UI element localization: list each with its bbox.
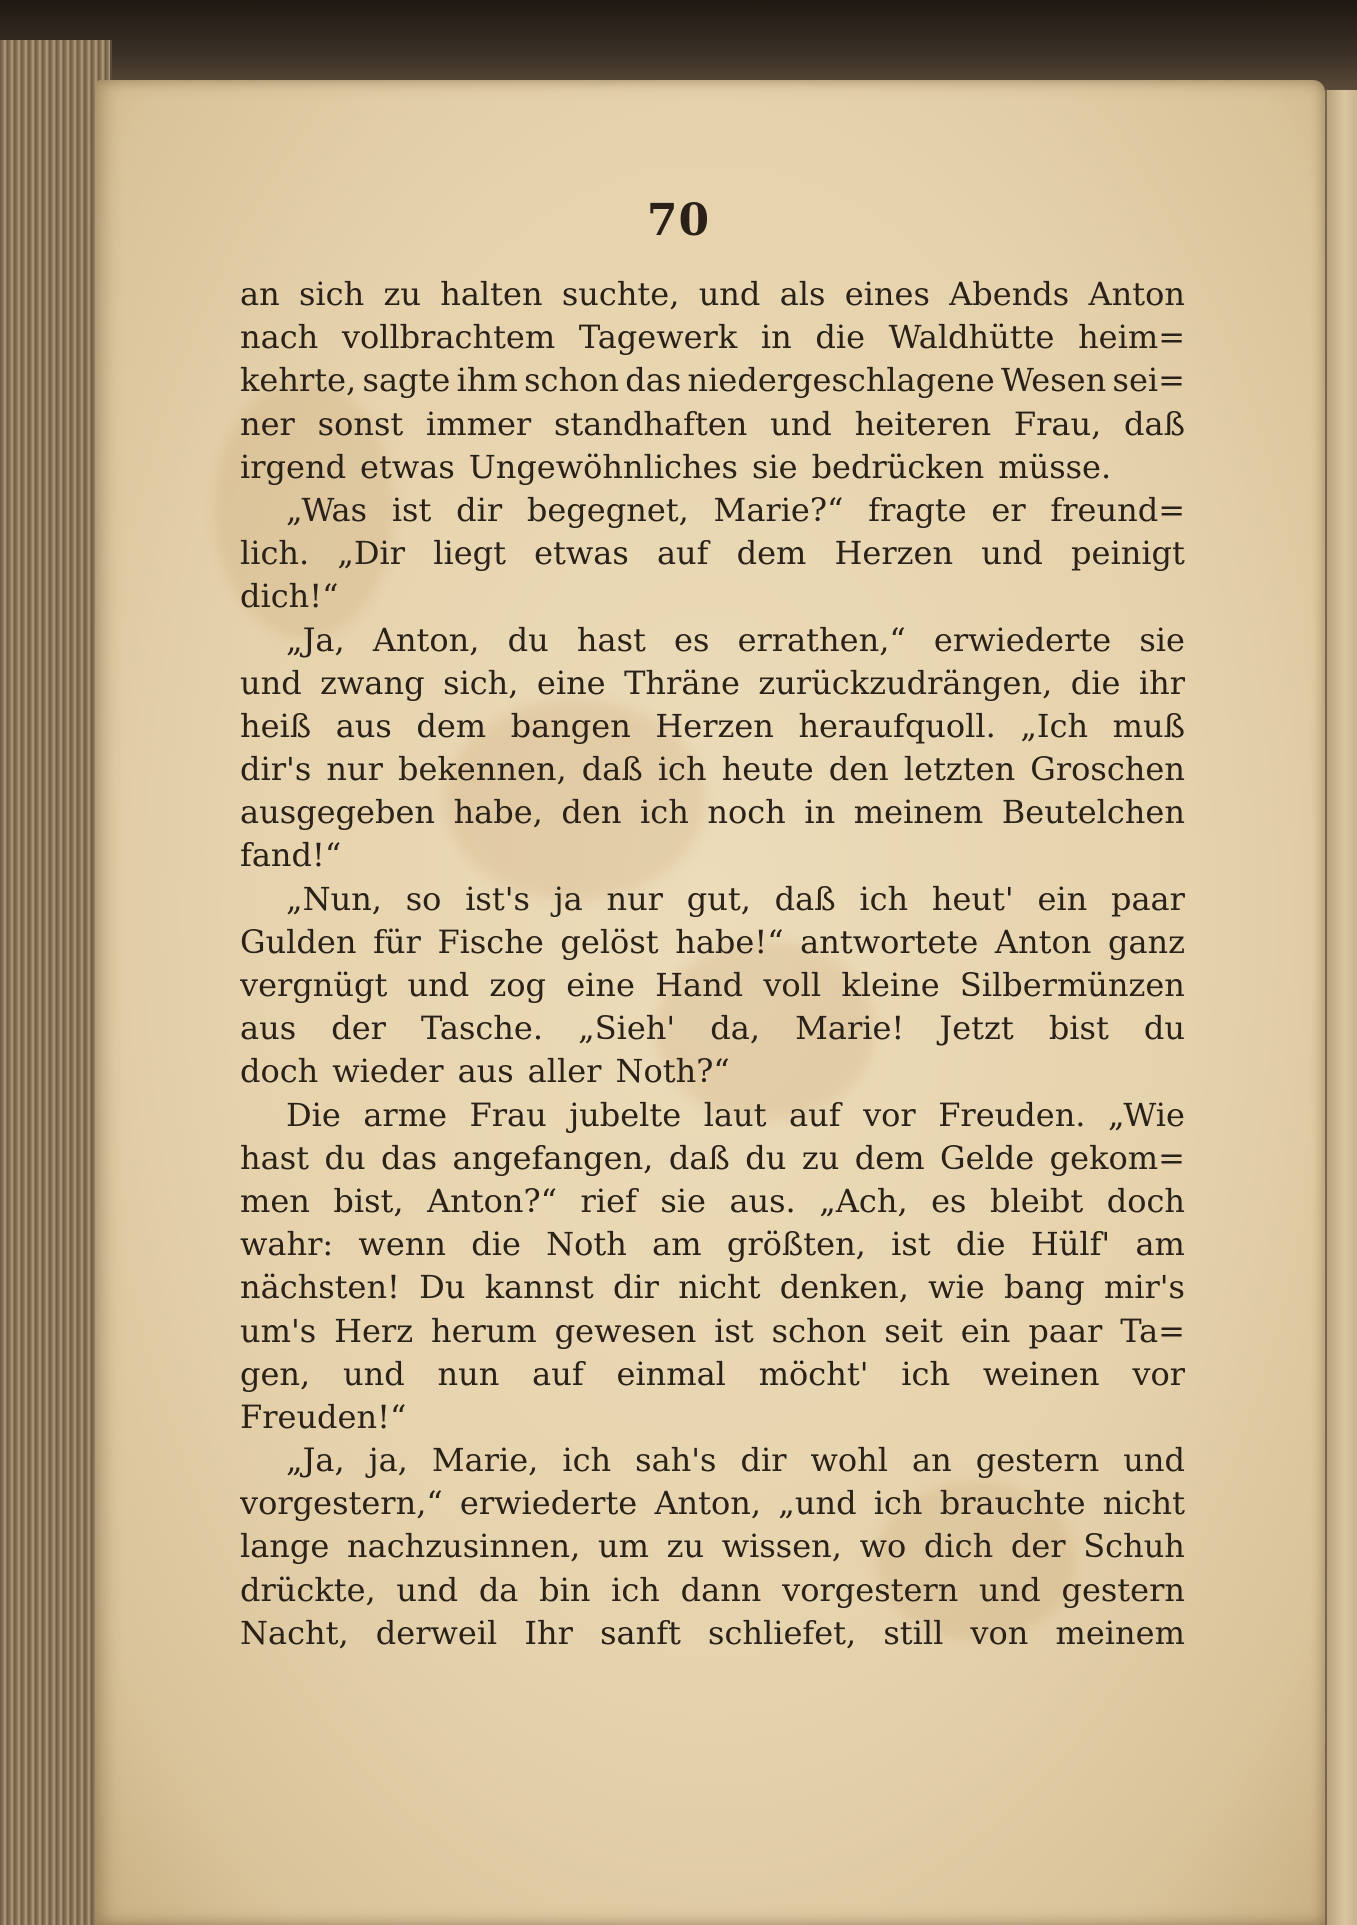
word: vollbrachtem — [341, 318, 556, 357]
word: den — [828, 750, 889, 789]
word: eine — [566, 966, 635, 1004]
word: auf — [789, 1095, 841, 1134]
text-line — [240, 966, 1185, 1009]
word: Noth — [546, 1225, 627, 1264]
word: Fische — [437, 922, 544, 961]
word: Anton — [994, 922, 1092, 961]
word: angefangen, — [452, 1138, 654, 1177]
word: dir — [740, 1441, 787, 1480]
word: heim= — [1078, 318, 1185, 357]
text-line — [240, 1009, 1185, 1052]
word: Du — [419, 1268, 466, 1307]
word: Herzen — [655, 706, 774, 745]
word: gewesen — [554, 1311, 697, 1350]
word: bedrücken — [811, 447, 985, 486]
word: bleibt — [989, 1181, 1084, 1220]
word: bin — [539, 1570, 591, 1609]
word: peinigt — [1071, 534, 1185, 573]
word: nur — [326, 750, 383, 789]
word: Thräne — [624, 663, 740, 702]
text-line — [240, 1614, 1185, 1657]
word: Gelde — [940, 1138, 1035, 1177]
word: sonst — [317, 404, 404, 443]
word: sie — [1139, 620, 1185, 659]
word: mir's — [1103, 1268, 1185, 1307]
text-line — [240, 1182, 1185, 1225]
word: für — [373, 922, 421, 961]
word: Waldhütte — [888, 318, 1055, 357]
word: paar — [1110, 879, 1185, 918]
word: dich!“ — [240, 577, 339, 616]
word: schon — [771, 1311, 867, 1350]
word: ich — [640, 793, 689, 832]
word: vorgestern — [782, 1570, 959, 1609]
word: heiteren — [854, 404, 992, 443]
text-line — [240, 405, 1185, 448]
word: am — [1135, 1225, 1185, 1264]
word: der — [1010, 1527, 1066, 1566]
word: freund= — [1050, 490, 1185, 529]
text-line — [240, 1312, 1185, 1355]
word: Frau — [469, 1095, 547, 1134]
text-line — [240, 1355, 1185, 1398]
word: Ta= — [1120, 1311, 1185, 1350]
word: ja, — [368, 1441, 408, 1480]
word: ner — [240, 404, 295, 443]
word: sei= — [1112, 361, 1185, 400]
text-line — [240, 707, 1185, 750]
word: halten — [440, 275, 543, 313]
text-line — [240, 1441, 1185, 1484]
word: Ihr — [524, 1613, 573, 1652]
word: ein — [960, 1311, 1011, 1350]
word: hast — [576, 620, 646, 659]
word: dir — [612, 1268, 659, 1307]
word: meinem — [1055, 1613, 1185, 1652]
word: vor — [863, 1095, 916, 1134]
word: aus — [457, 1052, 514, 1091]
word: aller — [527, 1052, 602, 1091]
word: nach — [240, 318, 319, 357]
word: wenn — [358, 1225, 446, 1264]
word: liegt — [433, 534, 506, 573]
word: erwiederte — [459, 1484, 638, 1523]
word: Beutelchen — [1001, 793, 1185, 832]
word: bist, — [333, 1181, 404, 1220]
word: „Nun, — [286, 879, 382, 918]
word: ist — [391, 490, 432, 529]
text-line — [240, 836, 1185, 879]
word: dir — [456, 490, 503, 529]
word: und — [1123, 1441, 1185, 1480]
word: ihm — [456, 361, 518, 400]
word: in — [760, 318, 792, 357]
word: Wesen — [1001, 361, 1107, 400]
word: Hülf' — [1030, 1225, 1111, 1264]
word: die — [955, 1225, 1006, 1264]
word: fragte — [868, 490, 967, 529]
word: habe!“ — [675, 922, 784, 961]
word: da, — [710, 1009, 761, 1048]
word: lich. — [240, 534, 310, 573]
text-line — [240, 750, 1185, 793]
word: wissen, — [721, 1527, 842, 1566]
text-line — [240, 577, 1185, 620]
word: sanft — [600, 1613, 681, 1652]
word: errathen,“ — [737, 620, 906, 659]
word: Gulden — [240, 922, 357, 961]
word: ist — [891, 1225, 931, 1264]
word: paar — [1028, 1311, 1103, 1350]
word: das — [381, 1138, 438, 1177]
word: suchte, — [561, 275, 680, 313]
text-line — [240, 1571, 1185, 1614]
word: auf — [532, 1354, 584, 1393]
word: hast — [240, 1138, 309, 1177]
word: Tagewerk — [578, 318, 738, 357]
word: gen, — [240, 1354, 311, 1393]
word: aus. — [729, 1181, 796, 1220]
word: ich — [901, 1354, 951, 1393]
word: Schuh — [1083, 1527, 1185, 1566]
word: Frau, — [1013, 404, 1102, 443]
word: Abends — [949, 275, 1070, 313]
word: dem — [854, 1138, 925, 1177]
word: Anton — [1088, 275, 1185, 313]
word: bang — [1003, 1268, 1085, 1307]
word: vorgestern,“ — [240, 1484, 443, 1523]
word: in — [804, 793, 836, 832]
word: fand!“ — [240, 836, 342, 875]
word: Freuden!“ — [240, 1397, 407, 1436]
word: und — [407, 966, 470, 1004]
word: kleine — [841, 966, 940, 1004]
word: die — [815, 318, 865, 357]
word: noch — [707, 793, 786, 832]
word: ich — [873, 1484, 923, 1523]
word: doch — [1106, 1181, 1185, 1220]
word: ein — [1037, 879, 1088, 918]
word: Herz — [334, 1311, 414, 1350]
word: Herzen — [834, 534, 954, 573]
word: Marie?“ — [713, 490, 844, 529]
word: ja — [553, 879, 583, 918]
word: ausgegeben — [240, 793, 435, 832]
word: zu — [383, 275, 421, 313]
word: an — [240, 275, 280, 313]
word: Freuden. — [938, 1095, 1086, 1134]
word: immer — [426, 404, 532, 443]
word: ist's — [465, 879, 530, 918]
word: letzten — [903, 750, 1016, 789]
word: dich — [923, 1527, 994, 1566]
text-line — [240, 880, 1185, 923]
word: aus — [335, 706, 392, 745]
word: und — [240, 663, 302, 702]
word: nachzusinnen, — [347, 1527, 581, 1566]
word: schliefet, — [708, 1613, 857, 1652]
word: ist — [714, 1311, 754, 1350]
word: und — [343, 1354, 405, 1393]
text-line — [240, 664, 1185, 707]
word: da — [478, 1570, 519, 1609]
word: sagte — [362, 361, 451, 400]
word: der — [331, 1009, 386, 1048]
word: du — [507, 620, 549, 659]
word: ich — [657, 750, 707, 789]
word: derweil — [375, 1613, 498, 1652]
word: Jetzt — [939, 1009, 1014, 1048]
word: heut' — [931, 879, 1014, 918]
page-number: 70 — [646, 195, 711, 246]
word: sie — [660, 1181, 706, 1220]
word: zu — [801, 1138, 840, 1177]
word: jubelte — [569, 1095, 682, 1134]
text-line — [240, 318, 1185, 361]
word: heraufquoll. — [798, 706, 996, 745]
body-text — [240, 275, 1185, 1657]
word: „Wie — [1107, 1095, 1185, 1134]
word: „Sieh' — [578, 1009, 676, 1048]
word: irgend — [240, 447, 347, 486]
word: du — [324, 1138, 366, 1177]
text-line — [240, 923, 1185, 966]
text-line — [240, 621, 1185, 664]
book-cover-edge — [0, 0, 1357, 90]
word: Die — [286, 1095, 341, 1134]
word: eine — [536, 663, 606, 702]
word: es — [931, 1181, 967, 1220]
word: als — [779, 275, 826, 313]
word: die — [471, 1225, 521, 1264]
word: kannst — [484, 1268, 594, 1307]
word: muß — [1112, 706, 1185, 745]
word: daß — [774, 879, 836, 918]
word: das — [625, 361, 682, 400]
word: schon — [524, 361, 619, 400]
word: nicht — [678, 1268, 761, 1307]
word: vergnügt — [240, 966, 388, 1004]
word: nur — [606, 879, 663, 918]
word: Nacht, — [240, 1613, 349, 1652]
word: wo — [859, 1527, 907, 1566]
word: „und — [778, 1484, 857, 1523]
word: zog — [489, 966, 547, 1004]
word: die — [1070, 663, 1121, 702]
word: „Dir — [337, 534, 406, 573]
word: einmal — [616, 1354, 726, 1393]
facing-page-edge — [1325, 90, 1357, 1925]
word: denken, — [779, 1268, 909, 1307]
word: drückte, — [240, 1570, 376, 1609]
text-line — [240, 448, 1185, 491]
word: erwiederte — [933, 620, 1112, 659]
word: still — [883, 1613, 944, 1652]
word: heiß — [240, 706, 312, 745]
word: größten, — [726, 1225, 866, 1264]
word: dir's — [240, 750, 312, 789]
text-line — [240, 1225, 1185, 1268]
word: begegnet, — [526, 490, 689, 529]
word: zurückzudrängen, — [758, 663, 1053, 702]
word: „Ich — [1020, 706, 1089, 745]
word: sich, — [443, 663, 519, 702]
word: heute — [721, 750, 814, 789]
word: Tasche. — [421, 1009, 544, 1048]
word: Anton, — [372, 620, 480, 659]
word: bist — [1048, 1009, 1109, 1048]
word: Anton, — [654, 1484, 762, 1523]
text-line — [240, 361, 1185, 404]
word: dem — [416, 706, 487, 745]
word: weinen — [982, 1354, 1100, 1393]
word: um — [597, 1527, 649, 1566]
word: sich — [298, 275, 365, 313]
text-line — [240, 1398, 1185, 1441]
word: bekennen, — [397, 750, 567, 789]
word: den — [561, 793, 622, 832]
word: doch — [240, 1052, 319, 1091]
word: wohl — [810, 1441, 889, 1480]
word: daß — [668, 1138, 730, 1177]
word: Marie! — [795, 1009, 905, 1048]
word: rief — [580, 1181, 637, 1220]
word: so — [405, 879, 442, 918]
word: und — [396, 1570, 459, 1609]
word: ich — [611, 1570, 660, 1609]
word: daß — [1124, 404, 1185, 443]
word: Silbermünzen — [959, 966, 1185, 1004]
word: von — [970, 1613, 1029, 1652]
word: lange — [240, 1527, 330, 1566]
word: brauchte — [939, 1484, 1086, 1523]
word: wahr: — [240, 1225, 334, 1264]
word: ich — [859, 879, 909, 918]
word: möcht' — [758, 1354, 869, 1393]
text-line — [240, 275, 1185, 318]
text-line — [240, 1268, 1185, 1311]
word: bangen — [510, 706, 631, 745]
word: gekom= — [1049, 1138, 1185, 1177]
word: dann — [680, 1570, 762, 1609]
text-line — [240, 1527, 1185, 1570]
word: Hand — [655, 966, 744, 1004]
word: und — [698, 275, 761, 313]
text-line — [240, 1484, 1185, 1527]
word: und — [770, 404, 832, 443]
word: standhaften — [553, 404, 748, 443]
text-line — [240, 491, 1185, 534]
word: ich — [562, 1441, 612, 1480]
word: zwang — [320, 663, 425, 702]
word: aus — [240, 1009, 297, 1048]
word: eines — [844, 275, 930, 313]
word: Groschen — [1030, 750, 1185, 789]
word: er — [991, 490, 1026, 529]
text-line — [240, 1096, 1185, 1139]
word: zu — [666, 1527, 705, 1566]
word: habe, — [453, 793, 543, 832]
word: etwas — [534, 534, 629, 573]
word: meinem — [853, 793, 984, 832]
word: „Ach, — [819, 1181, 908, 1220]
word: ganz — [1107, 922, 1185, 961]
word: wieder — [332, 1052, 444, 1091]
word: kehrte, — [240, 361, 357, 400]
word: an — [912, 1441, 952, 1480]
word: daß — [581, 750, 643, 789]
word: gut, — [686, 879, 751, 918]
word: herum — [430, 1311, 537, 1350]
word: du — [1143, 1009, 1185, 1048]
word: am — [652, 1225, 702, 1264]
word: sah's — [635, 1441, 717, 1480]
word: dem — [736, 534, 807, 573]
word: nun — [437, 1354, 500, 1393]
text-line — [240, 534, 1185, 577]
word: nächsten! — [240, 1268, 400, 1307]
word: etwas — [360, 447, 455, 486]
word: gestern — [1061, 1570, 1185, 1609]
word: vor — [1132, 1354, 1185, 1393]
word: Noth?“ — [615, 1052, 730, 1091]
word: Ungewöhnliches — [468, 447, 738, 486]
word: Anton?“ — [427, 1181, 558, 1220]
word: nicht — [1102, 1484, 1185, 1523]
text-line — [240, 793, 1185, 836]
word: Marie, — [431, 1441, 539, 1480]
word: um's — [240, 1311, 317, 1350]
word: und — [979, 1570, 1041, 1609]
word: wie — [928, 1268, 985, 1307]
word: müsse. — [998, 447, 1112, 486]
word: voll — [763, 966, 822, 1004]
word: gestern — [975, 1441, 1100, 1480]
text-line — [240, 1139, 1185, 1182]
word: niedergeschlagene — [687, 361, 995, 400]
word: es — [674, 620, 710, 659]
word: und — [981, 534, 1043, 573]
word: laut — [703, 1095, 767, 1134]
word: men — [240, 1181, 310, 1220]
word: arme — [363, 1095, 447, 1134]
word: „Was — [286, 490, 368, 529]
word: seit — [884, 1311, 943, 1350]
word: sie — [751, 447, 798, 486]
word: ihr — [1138, 663, 1185, 702]
word: antwortete — [800, 922, 979, 961]
word: du — [745, 1138, 787, 1177]
text-line — [240, 1052, 1185, 1095]
word: „Ja, — [286, 620, 345, 659]
word: gelöst — [560, 922, 659, 961]
word: „Ja, — [286, 1441, 345, 1480]
word: auf — [656, 534, 709, 573]
